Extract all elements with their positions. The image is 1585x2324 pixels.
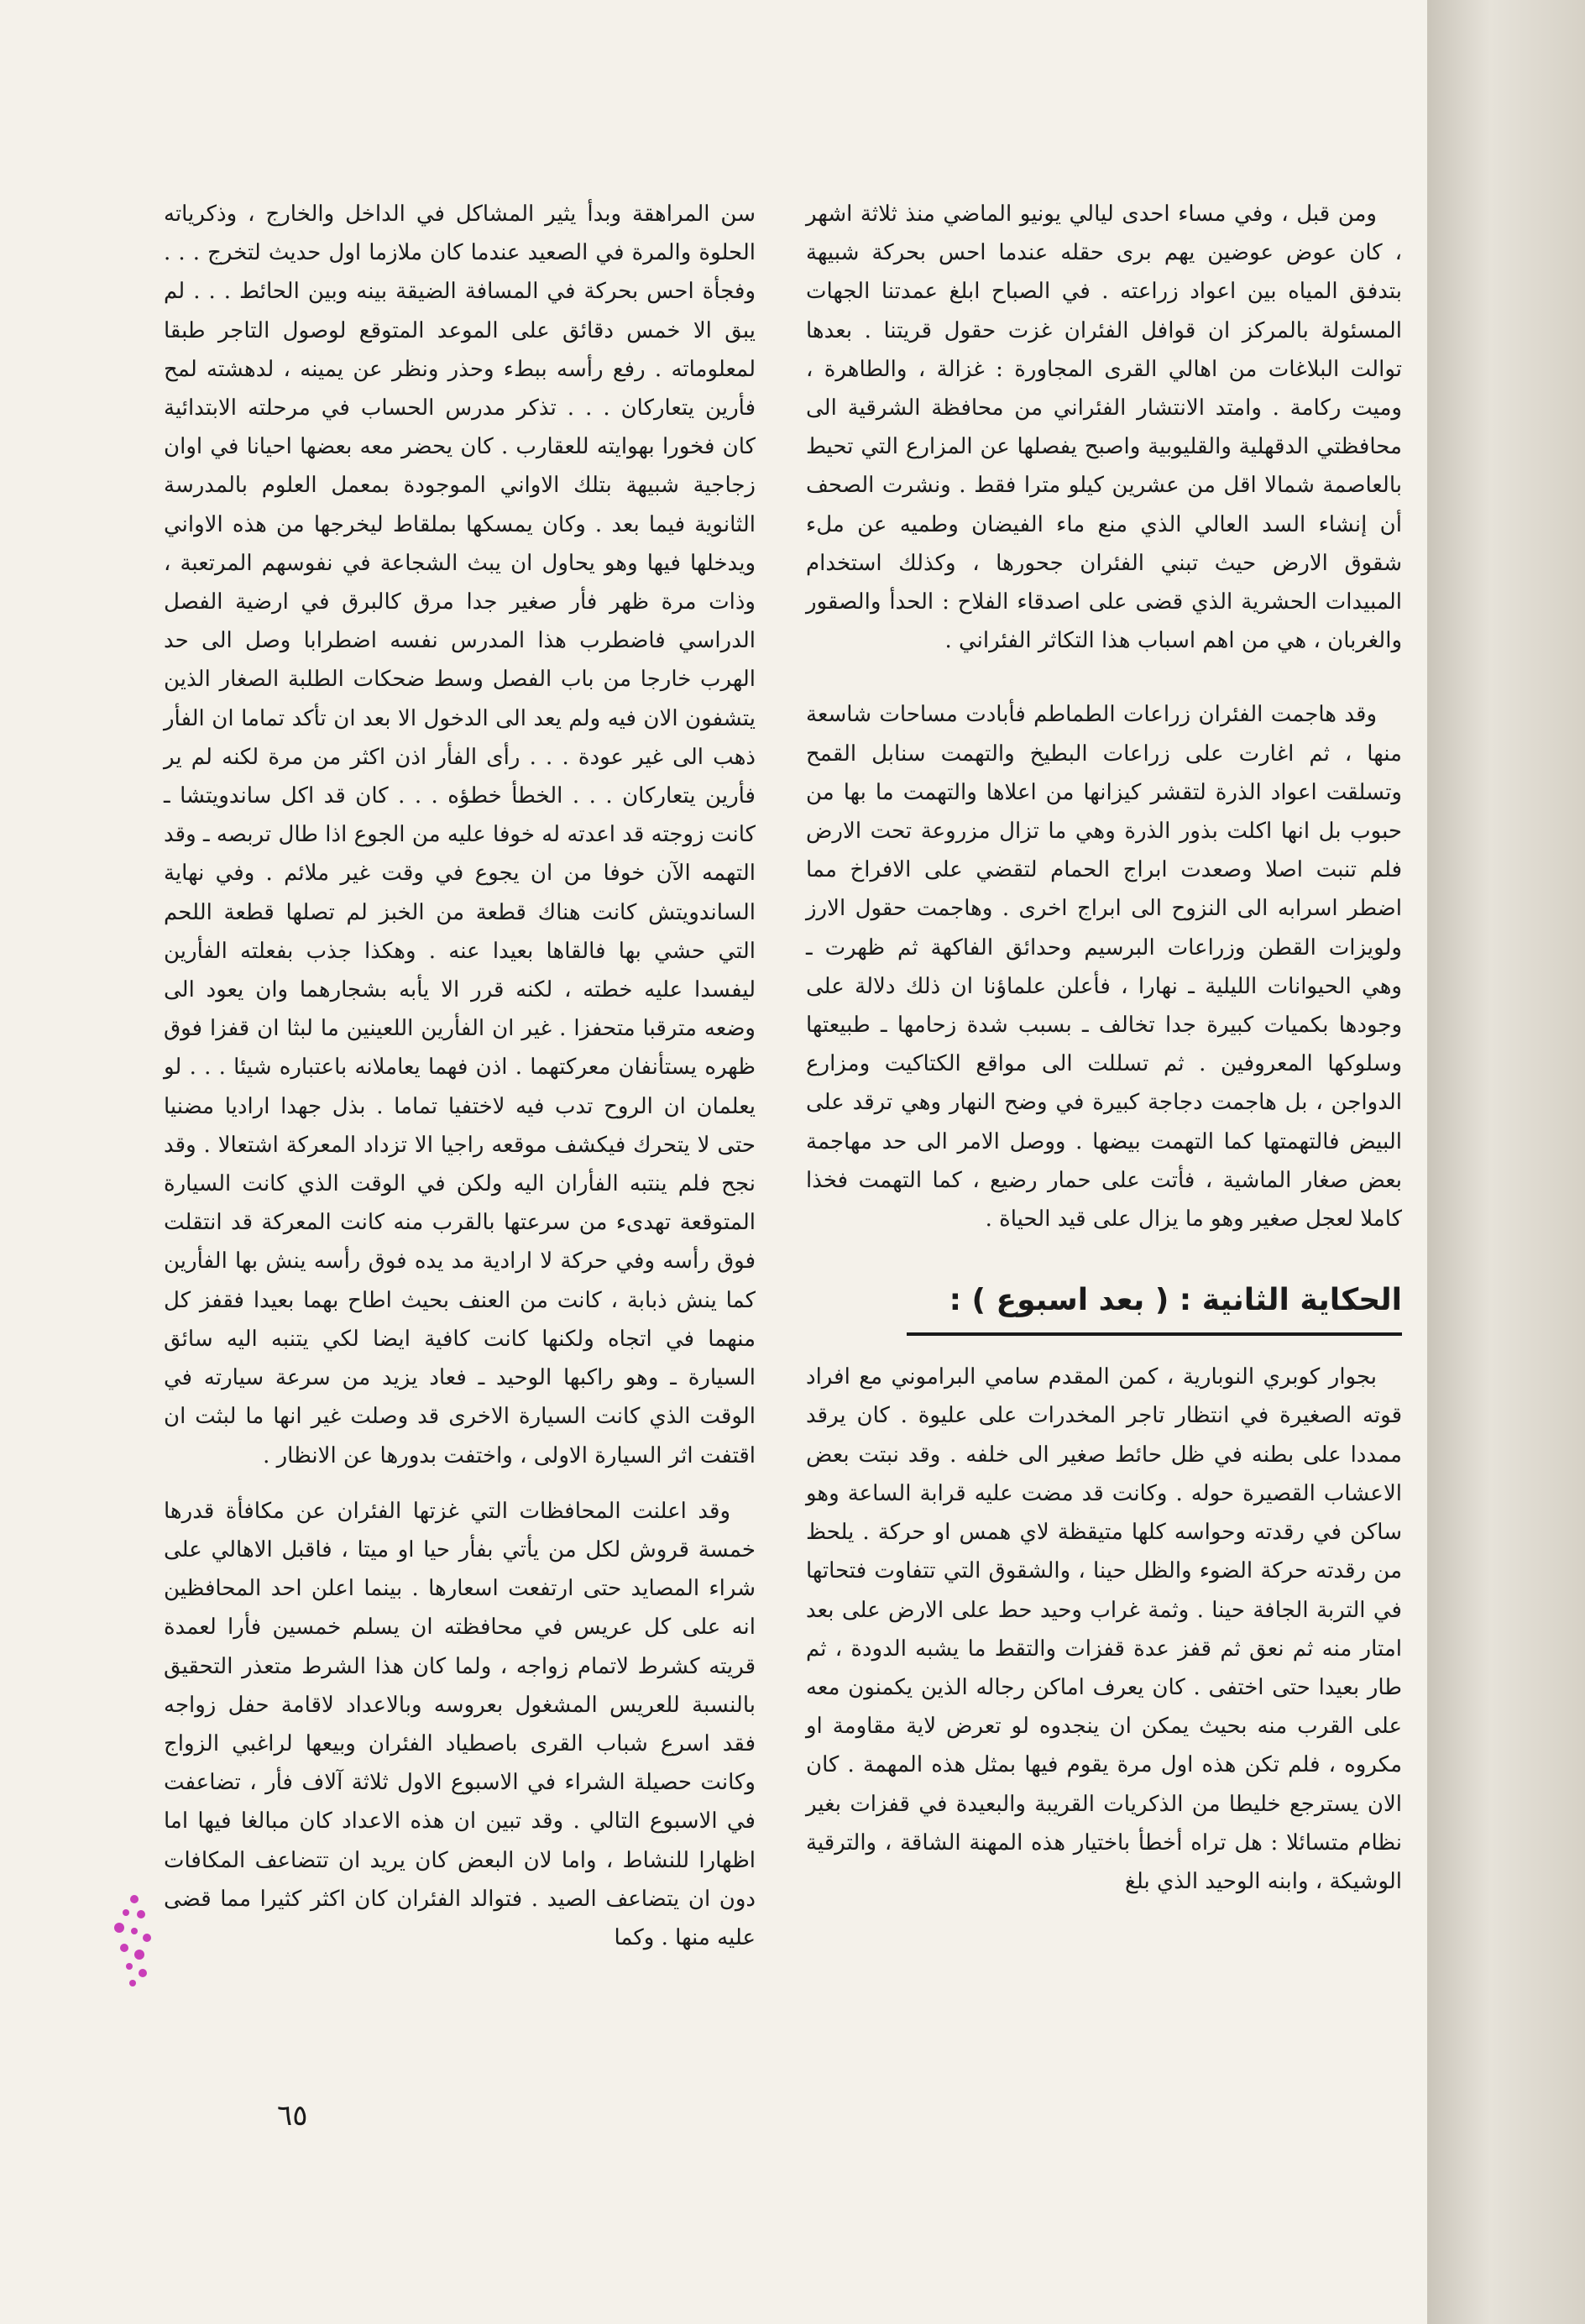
- paragraph-bounty: وقد اعلنت المحافظات التي غزتها الفئران عن مكافأة قدرها خمسة قروش لكل من يأتي بفأر حيا او ميتا ، فاقبل الاهالي على شراء المصايد حتى ارتفعت اسعارها . بينما اعلن احد المحافظين انه على كل عريس في محافظته ان يسلم خمسين فأرا لعمدة قريته كشرط لاتمام زواجه ، ولما كان هذا الشرط متعذر التحقيق بالنسبة للعريس المشغول بعروسه وبالاعداد لاقامة حفل زواجه فقد اسرع شباب القرى باصطياد الفئران وبيعها لراغبي الزواج وكانت حصيلة الشراء في الاسبوع الاول ثلاثة آلاف فأر ، تضاعفت في الاسبوع التالي . وقد تبين ان هذه الاعداد كان مبالغا فيها اما اظهارا للنشاط ، واما لان البعض كان يريد ان تتضاعف المكافات دون ان يتضاعف الصيد . فتوالد الفئران كان اكثر كثيرا مما قضى عليه منها . وكما: [164, 1498, 756, 1950]
- paragraph-ambush-continued: سن المراهقة وبدأ يثير المشاكل في الداخل والخارج ، وذكرياته الحلوة والمرة في الصعيد عندما كان ملازما اول حديث لتخرج . . . وفجأة احس بحركة في المسافة الضيقة بينه وبين الحائط . . . لم يبق الا خمس دقائق على الموعد المتوقع لوصول التاجر طبقا لمعلوماته . رفع رأسه ببطء وحذر ونظر عن يمينه ، لدهشته لمح فأرين يتعاركان . . . تذكر مدرس الحساب في مرحلته الابتدائية كان فخورا بهوايته للعقارب . كان يحضر معه بعضها احيانا في اوان زجاجية شبيهة بتلك الاواني الموجودة بمعمل العلوم بالمدرسة الثانوية فيما بعد . وكان يمسكها بملقاط ليخرجها من هذه الاواني ويدخلها فيها وهو يحاول ان يبث الشجاعة في نفوسهم المرتعبة ، وذات مرة ظهر فأر صغير جدا مرق كالبرق في ارضية الفصل الدراسي فاضطرب هذا المدرس نفسه اضطرابا وصل الى حد الهرب خارجا من باب الفصل وسط ضحكات الطلبة الصغار الذين يتشفون الان فيه ولم يعد الى الدخول الا بعد ان تأكد تماما ان الفأر ذهب الى غير عودة . . . رأى الفأر اذن اكثر من مرة لكنه لم ير فأرين يتعاركان . . . الخطأ خطؤه . . . كان قد اكل ساندويتشا ـ كانت زوجته قد اعدته له خوفا عليه من الجوع اذا طال تربصه ـ وقد التهمه الآن خوفا من ان يجوع في وقت غير ملائم . وفي نهاية الساندويتش كانت هناك قطعة من الخبز لم تصلها قطعة اللحم التي حشي بها فالقاها بعيدا عنه . وهكذا جذب بفعلته الفأرين ليفسدا عليه خطته ، لكنه قرر الا يأبه بشجارهما وان يعود الى وضعه مترقبا متحفزا . غير ان الفأرين اللعينين ما لبثا ان قفزا فوق ظهره يستأنفان معركتهما . اذن فهما يعاملانه باعتباره شيئا . . . لو يعلمان ان الروح تدب فيه لاختفيا تماما . بذل جهدا اراديا مضنيا حتى لا يتحرك فيكشف موقعه راجيا الا تزداد المعركة اشتعالا . وقد نجح فلم ينتبه الفأران اليه ولكن في الوقت الذي كانت السيارة المتوقعة تهدىء من سرعتها بالقرب منه كانت المعركة قد انتقلت فوق رأسه وفي حركة لا ارادية مد يده فوق رأسه ينش بها الفأرين كما ينش ذبابة ، كانت من العنف بحيث اطاح بهما بعيدا فقفز كل منهما في اتجاه ولكنها كانت كافية ايضا لكي يتنبه اليه سائق السيارة ـ وهو راكبها الوحيد ـ فعاد يزيد من سرعة سيارته في الوقت الذي كانت السيارة الاخرى قد وصلت غير انها ما لبثت ان اقتفت اثر السيارة الاولى ، واختفت بدورها عن الانظار .: [164, 202, 756, 1468]
- right-text-column: [806, 195, 1402, 1901]
- heading-underline: [907, 1332, 1402, 1336]
- page-number: ٦٥: [277, 2099, 308, 2133]
- section-heading: الحكاية الثانية : ( بعد اسبوع ) :: [949, 1283, 1402, 1318]
- paragraph-crop-damage: وقد هاجمت الفئران زراعات الطماطم فأبادت مساحات شاسعة منها ، ثم اغارت على زراعات البطيخ والتهمت سنابل القمح وتسلقت اعواد الذرة لتقشر كيزانها من اعلاها والتهمت ما بها من حبوب بل انها اكلت بذور الذرة وهي ما تزال مزروعة تحت الارض فلم تنبت اصلا وصعدت ابراج الحمام لتقضي على الافراخ مما اضطر اسرابه الى النزوح الى ابراج اخرى . وهاجمت حقول الارز ولويزات القطن وزراعات البرسيم وحدائق الفاكهة ثم ظهرت ـ وهي الحيوانات الليلية ـ نهارا ، فأعلن علماؤنا ان ذلك دلالة على وجودها بكميات كبيرة جدا تخالف ـ بسبب شدة زحامها ـ طبيعتها وسلوكها المعروفين . ثم تسللت الى مواقع الكتاكيت ومزارع الدواجن ، بل هاجمت دجاجة كبيرة في وضح النهار وهي ترقد على البيض فالتهمتها كما التهمت بيضها . ووصل الامر الى حد مهاجمة بعض صغار الماشية ، فأتت على حمار رضيع ، كما التهمت فخذا كاملا لعجل صغير وهو ما يزال على قيد الحياة .: [806, 702, 1402, 1233]
- paragraph-ambush-story: بجوار كوبري النوبارية ، كمن المقدم سامي البراموني مع افراد قوته الصغيرة في انتظار تاجر المخدرات على عليوة . كان يرقد ممددا على بطنه في ظل حائط صغير الى خلفه . وقد نبتت بعض الاعشاب القصيرة حوله . وكانت قد مضت عليه قرابة الساعة وهو ساكن في رقدته وحواسه كلها متيقظة لاي همس او حركة . يلحظ من رقدته حركة الضوء والظل حينا ، والشقوق التي تتفاوت فتحاتها في التربة الجافة حينا . وثمة غراب وحيد حط على الارض على بعد امتار منه ثم نعق ثم قفز عدة قفزات والتقط ما يشبه الدودة ، ثم طار بعيدا حتى اختفى . كان يعرف اماكن رجاله الذين يكمنون معه على القرب منه بحيث يمكن ان ينجدوه لو تعرض لاية مقاومة او مكروه ، فلم تكن هذه اول مرة يقوم فيها بمثل هذه المهمة . كان الان يسترجع خليطا من الذكريات القريبة والبعيدة في قفزات بغير نظام متسائلا : هل تراه أخطأ باختيار هذه المهنة الشاقة ، والترقية الوشيكة ، وابنه الوحيد الذي بلغ: [806, 1364, 1402, 1894]
- paragraph-mouse-invasion-intro: ومن قبل ، وفي مساء احدى ليالي يونيو الماضي منذ ثلاثة اشهر ، كان عوض عوضين يهم برى حقله عندما احس بحركة شبيهة بتدفق المياه بين اعواد زراعته . في الصباح ابلغ عمدتنا الجهات المسئولة بالمركز ان قوافل الفئران غزت حقول قريتنا . بعدها توالت البلاغات من اهالي القرى المجاورة : غزالة ، والطاهرة ، وميت ركامة . وامتد الانتشار الفئراني من محافظة الشرقية الى محافظتي الدقهلية والقليوبية واصبح يفصلها عن المزارع التي تحيط بالعاصمة شمالا اقل من عشرين كيلو مترا فقط . ونشرت الصحف أن إنشاء السد العالي الذي منع ماء الفيضان وطميه عن ملء شقوق الارض حيث تبني الفئران جحورها ، وكذلك استخدام المبيدات الحشرية الذي قضى على اصدقاء الفلاح : الحدأ والصقور والغربان ، هي من اهم اسباب هذا التكاثر الفئراني .: [806, 202, 1403, 654]
- library-stamp-mark: [101, 1889, 168, 1990]
- left-text-column: [164, 195, 756, 1957]
- page-edge: [1427, 0, 1585, 2324]
